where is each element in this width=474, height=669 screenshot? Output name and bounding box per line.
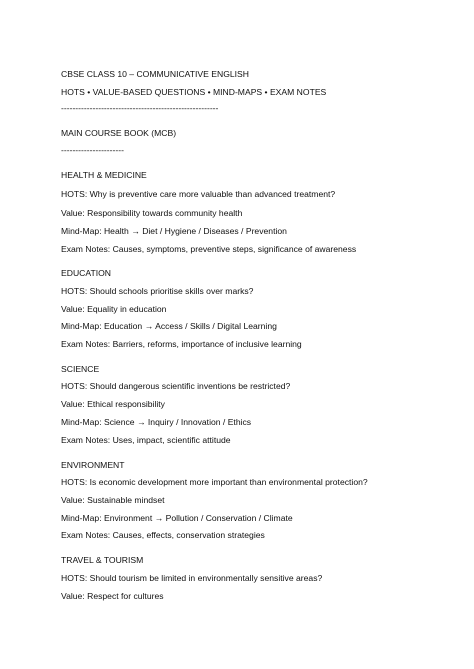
topic-heading: ENVIRONMENT: [61, 460, 125, 470]
topic-value: Value: Ethical responsibility: [61, 399, 165, 409]
topic-heading: EDUCATION: [61, 268, 111, 278]
document-subtitle: HOTS • VALUE-BASED QUESTIONS • MIND-MAPS • EXAM NOTES: [61, 87, 327, 97]
topic-heading: HEALTH & MEDICINE: [61, 170, 147, 180]
topic-value: Value: Sustainable mindset: [61, 495, 165, 505]
divider-rule: -------------------------------------------------------: [61, 103, 219, 113]
topic-mindmap: Mind-Map: Environment → Pollution / Conservation / Climate: [61, 513, 293, 523]
topic-exam-notes: Exam Notes: Barriers, reforms, importance of inclusive learning: [61, 339, 302, 349]
topic-exam-notes: Exam Notes: Causes, symptoms, preventive steps, significance of awareness: [61, 244, 357, 254]
topic-exam-notes: Exam Notes: Uses, impact, scientific attitude: [61, 435, 231, 445]
topic-mindmap: Mind-Map: Education → Access / Skills / Digital Learning: [61, 321, 277, 331]
document-title: CBSE CLASS 10 – COMMUNICATIVE ENGLISH: [61, 69, 249, 79]
topic-mindmap: Mind-Map: Science → Inquiry / Innovation / Ethics: [61, 417, 252, 427]
section-rule: ----------------------: [61, 145, 124, 155]
topic-value: Value: Responsibility towards community health: [61, 208, 243, 218]
section-heading: MAIN COURSE BOOK (MCB): [61, 128, 177, 138]
topic-heading: TRAVEL & TOURISM: [61, 555, 144, 565]
topic-heading: SCIENCE: [61, 364, 100, 374]
topic-hots: HOTS: Is economic development more important than environmental protection?: [61, 477, 368, 487]
topic-hots: HOTS: Should dangerous scientific inventions be restricted?: [61, 381, 291, 391]
topic-hots: HOTS: Why is preventive care more valuable than advanced treatment?: [61, 189, 336, 199]
topic-value: Value: Equality in education: [61, 304, 167, 314]
topic-mindmap: Mind-Map: Health → Diet / Hygiene / Diseases / Prevention: [61, 226, 287, 236]
topic-exam-notes: Exam Notes: Causes, effects, conservation strategies: [61, 530, 265, 540]
topic-hots: HOTS: Should schools prioritise skills over marks?: [61, 286, 254, 296]
topic-value: Value: Respect for cultures: [61, 591, 164, 601]
topic-hots: HOTS: Should tourism be limited in environmentally sensitive areas?: [61, 573, 323, 583]
